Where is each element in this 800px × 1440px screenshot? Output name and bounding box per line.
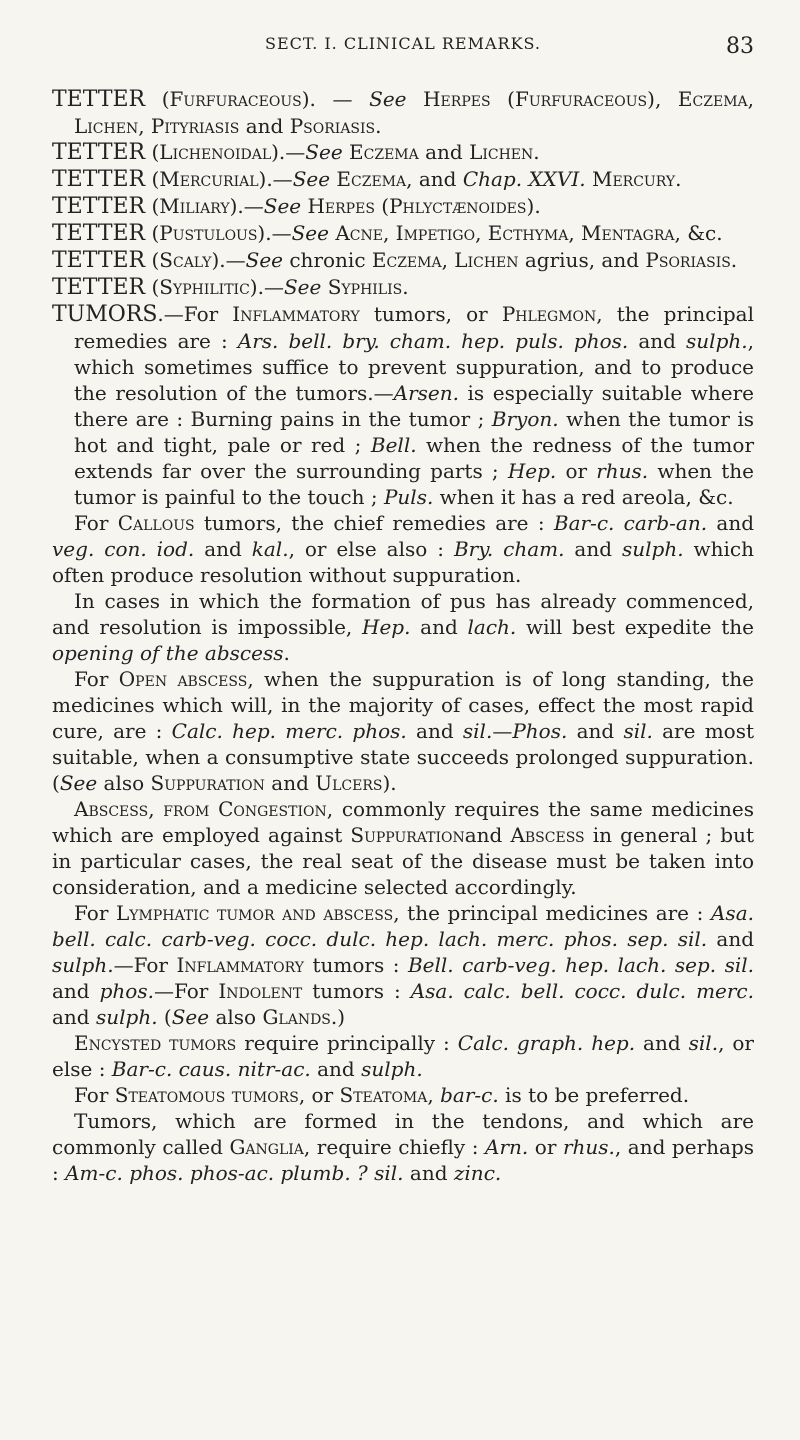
page-number: 83 bbox=[726, 34, 754, 59]
entry-text: Tumors, which are formed in the tendons, and which are commonly called bbox=[52, 1109, 754, 1159]
chapter-ref: Chap. XXVI. bbox=[462, 167, 592, 191]
remedy-list: lach. bbox=[467, 615, 517, 639]
entry-text: , bbox=[427, 1083, 441, 1107]
remedy-list: Calc. hep. merc. phos. bbox=[171, 719, 407, 743]
entry-tetter-scaly bbox=[52, 247, 754, 274]
cross-ref: Eczema bbox=[342, 140, 419, 164]
remedy-list: Hep. bbox=[507, 459, 557, 483]
remedy-list: Bar-c. caus. nitr-ac. bbox=[111, 1057, 311, 1081]
remedy-list: Calc. graph. hep. bbox=[457, 1031, 636, 1055]
entry-head: TETTER bbox=[52, 140, 146, 165]
entry-text: .) bbox=[330, 1005, 346, 1029]
entry-head: TETTER bbox=[52, 194, 146, 219]
entry-text: and bbox=[567, 719, 624, 743]
entry-tetter-pustulous bbox=[52, 220, 754, 247]
entry-text: will best expedite the bbox=[516, 615, 754, 639]
entry-tumors bbox=[52, 301, 754, 510]
cross-ref: Psoriasis bbox=[289, 114, 376, 138]
see-word: See bbox=[291, 221, 329, 245]
entry-text: when the tumor is hot and tight, pale or red ; bbox=[74, 407, 755, 457]
entry-head: TETTER bbox=[52, 221, 146, 246]
see-word: See bbox=[369, 87, 407, 111]
entry-text: when the redness of the tumor extends far over the surrounding parts ; bbox=[74, 433, 755, 483]
entry-text: , and bbox=[406, 167, 463, 191]
entry-text: tumors, the chief remedies are : bbox=[194, 511, 554, 535]
entry-variant: (Mercurial).— bbox=[145, 167, 293, 191]
entry-text: and bbox=[310, 1057, 362, 1081]
entry-text: and bbox=[707, 511, 755, 535]
entry-text: .—For bbox=[157, 302, 233, 326]
remedy-list: kal. bbox=[251, 537, 289, 561]
cross-ref: Eczema, Lichen bbox=[371, 248, 519, 272]
remedy-list: Ars. bell. bry. cham. hep. puls. phos. bbox=[237, 329, 629, 353]
entry-text: and bbox=[406, 719, 463, 743]
cross-ref: Inflammatory bbox=[232, 302, 360, 326]
entry-text: or bbox=[556, 459, 597, 483]
entry-text: In cases in which the formation of pus has already commenced, and resolution is impossible, bbox=[52, 589, 754, 639]
entry-text: , which sometimes suffice to prevent suppuration, and to produce the resolution of the tumors.— bbox=[74, 329, 754, 405]
cross-ref: Encysted tumors bbox=[74, 1031, 237, 1055]
cross-ref: Open abscess bbox=[118, 667, 248, 691]
entry-variant: (Syphilitic).— bbox=[145, 275, 284, 299]
remedy-list: Am-c. phos. phos-ac. plumb. ? sil. bbox=[65, 1161, 404, 1185]
remedy-list: Arsen. bbox=[393, 381, 459, 405]
entry-text: and bbox=[628, 329, 687, 353]
entry-tetter-lichenoidal bbox=[52, 139, 754, 166]
entry-text: . bbox=[534, 194, 541, 218]
cross-ref: Psoriasis. bbox=[645, 248, 738, 272]
see-word: See bbox=[245, 248, 283, 272]
remedy-list: zinc. bbox=[453, 1161, 502, 1185]
cross-ref: Steatoma bbox=[339, 1083, 428, 1107]
entry-text: , or else also : bbox=[288, 537, 454, 561]
remedy-list: sil. bbox=[688, 1031, 719, 1055]
paragraph-lymphatic bbox=[52, 900, 754, 1030]
entry-text: and bbox=[264, 771, 316, 795]
entry-text: and bbox=[410, 615, 468, 639]
entry-text: when the tumor is painful to the touch ; bbox=[74, 459, 754, 509]
cross-ref: Indolent bbox=[218, 979, 303, 1003]
remedy-list: sulph. bbox=[95, 1005, 158, 1029]
entry-text: ( bbox=[157, 1005, 172, 1029]
cross-ref: Herpes (Phlyctænoides) bbox=[301, 194, 535, 218]
entry-text: and bbox=[194, 537, 252, 561]
entry-text: . bbox=[533, 140, 540, 164]
cross-ref: Steatomous tumors bbox=[114, 1083, 299, 1107]
remedy-list: rhus. bbox=[562, 1135, 615, 1159]
remedy-list: sulph. bbox=[52, 953, 114, 977]
remedy-list: sil. bbox=[623, 719, 653, 743]
entry-variant: (Miliary).— bbox=[145, 194, 264, 218]
emphasis: opening of the abscess bbox=[52, 641, 284, 665]
see-word: See bbox=[263, 194, 302, 218]
paragraph-callous bbox=[52, 510, 754, 588]
running-title: SECT. I. CLINICAL REMARKS. bbox=[264, 34, 542, 53]
entry-text: require principally : bbox=[236, 1031, 458, 1055]
cross-ref: Lymphatic tumor and abscess bbox=[116, 901, 394, 925]
paragraph-open-abscess bbox=[52, 666, 754, 796]
entry-text: For bbox=[74, 667, 119, 691]
paragraph-ganglia bbox=[52, 1108, 754, 1186]
entry-text: , the principal remedies are : bbox=[74, 302, 754, 353]
entry-variant: (Furfuraceous). — bbox=[145, 87, 370, 111]
paragraph-congestion bbox=[52, 796, 754, 900]
entry-text: . bbox=[283, 641, 290, 665]
remedy-list: sil. bbox=[462, 719, 493, 743]
cross-ref: Inflammatory bbox=[176, 953, 304, 977]
entry-text: tumors, or bbox=[359, 302, 502, 326]
entry-head: TUMORS bbox=[52, 302, 158, 327]
cross-ref: Abscess bbox=[510, 823, 585, 847]
entry-text: , require chiefly : bbox=[303, 1135, 485, 1159]
entry-text: and bbox=[635, 1031, 689, 1055]
cross-ref: Mercury. bbox=[591, 167, 682, 191]
remedy-list: Bar-c. carb-an. bbox=[553, 511, 708, 535]
entry-text: are most suitable, when a consumptive state succeeds prolonged suppuration. ( bbox=[52, 719, 754, 795]
cross-ref: Acne, Impetigo, Ecthyma, Mentagra bbox=[328, 221, 675, 245]
paragraph-pus bbox=[52, 588, 754, 666]
entry-text: , when the suppuration is of long standing, the medicines which will, in the majority of cases, effect the most rapid cure, are : bbox=[52, 667, 755, 743]
entry-text: in general ; but in particular cases, the real seat of the disease must be taken into consideration, and a medicine selected accordingly. bbox=[52, 823, 754, 899]
entry-variant: (Scaly).— bbox=[145, 248, 246, 272]
entry-text: , or else : bbox=[52, 1031, 754, 1081]
cross-ref: Callous bbox=[117, 511, 195, 535]
entry-tetter-mercurial bbox=[52, 166, 754, 193]
remedy-list: phos. bbox=[99, 979, 154, 1003]
entry-text: or bbox=[528, 1135, 563, 1159]
see-word: See bbox=[59, 771, 98, 795]
remedy-list: Puls. bbox=[383, 485, 434, 509]
entry-tetter-miliary bbox=[52, 193, 754, 220]
entry-text: is especially suitable where there are : Burning pains in the tumor ; bbox=[74, 381, 754, 431]
entry-text: —For bbox=[113, 953, 177, 977]
remedy-list: sulph. bbox=[361, 1057, 423, 1081]
cross-ref: Suppuration bbox=[350, 823, 465, 847]
cross-ref: Abscess, from Congestion bbox=[74, 797, 327, 821]
cross-ref: Herpes (Furfuraceous), Eczema, Lichen, Pityriasis bbox=[74, 87, 754, 138]
see-word: See bbox=[292, 167, 331, 191]
entry-text: — bbox=[492, 719, 513, 743]
see-word: See bbox=[305, 140, 343, 164]
entry-text: , commonly requires the same medicines which are employed against bbox=[52, 797, 755, 847]
entry-text: For bbox=[74, 901, 116, 925]
entry-text: agrius, and bbox=[518, 248, 646, 272]
paragraph-steatomous bbox=[52, 1082, 754, 1108]
book-page bbox=[52, 34, 754, 1186]
remedy-list: Asa. calc. bell. cocc. dulc. merc. bbox=[410, 979, 754, 1003]
remedy-list: sulph. bbox=[686, 329, 748, 353]
entry-text: For bbox=[74, 511, 118, 535]
cross-ref: Suppuration bbox=[150, 771, 265, 795]
remedy-list: Phos. bbox=[512, 719, 568, 743]
remedy-list: Bell. carb-veg. hep. lach. sep. sil. bbox=[407, 953, 754, 977]
see-word: See bbox=[283, 275, 322, 299]
entry-tetter-furfuraceous bbox=[52, 86, 754, 139]
entry-head: TETTER bbox=[52, 248, 146, 273]
entry-text: and bbox=[464, 823, 511, 847]
entry-text: , and perhaps : bbox=[52, 1135, 755, 1185]
entry-head: TETTER bbox=[52, 87, 146, 112]
remedy-list: sulph. bbox=[621, 537, 684, 561]
remedy-list: bar-c. bbox=[440, 1083, 499, 1107]
remedy-list: Hep. bbox=[362, 615, 411, 639]
entry-text: also bbox=[97, 771, 151, 795]
entry-text: and bbox=[52, 979, 100, 1003]
see-word: See bbox=[171, 1005, 210, 1029]
entry-tetter-syphilitic bbox=[52, 274, 754, 301]
entry-text: —For bbox=[153, 979, 219, 1003]
entry-text: , &c. bbox=[674, 221, 723, 245]
entry-text: , the principal medicines are : bbox=[393, 901, 711, 925]
cross-ref: Ganglia bbox=[229, 1135, 304, 1159]
entry-text: tumors : bbox=[303, 953, 408, 977]
remedy-list: rhus. bbox=[596, 459, 649, 483]
entry-text: and bbox=[403, 1161, 454, 1185]
entry-head: TETTER bbox=[52, 167, 146, 192]
remedy-list: Bell. bbox=[370, 433, 417, 457]
entry-text: . bbox=[402, 275, 409, 299]
remedy-list: Asa. bell. calc. carb-veg. cocc. dulc. hep. lach. merc. phos. sep. sil. bbox=[52, 901, 754, 951]
entry-text: and bbox=[418, 140, 470, 164]
entry-text: is to be preferred. bbox=[498, 1083, 690, 1107]
entry-variant: (Lichenoidal).— bbox=[145, 140, 306, 164]
entry-text: and bbox=[707, 927, 754, 951]
entry-text: . bbox=[375, 114, 382, 138]
entry-text: when it has a red areola, &c. bbox=[433, 485, 734, 509]
remedy-list: Bry. cham. bbox=[453, 537, 565, 561]
cross-ref: Lichen bbox=[469, 140, 534, 164]
cross-ref: Phlegmon bbox=[501, 302, 597, 326]
entry-text: and bbox=[52, 1005, 96, 1029]
entry-head: TETTER bbox=[52, 275, 146, 300]
paragraph-encysted bbox=[52, 1030, 754, 1082]
entry-text: and bbox=[564, 537, 622, 561]
entry-text: also bbox=[209, 1005, 263, 1029]
cross-ref: Syphilis bbox=[321, 275, 403, 299]
remedy-list: Arn. bbox=[485, 1135, 529, 1159]
entry-text: For bbox=[74, 1083, 115, 1107]
entry-text: ). bbox=[382, 771, 397, 795]
cross-ref: Glands bbox=[262, 1005, 331, 1029]
entry-text: which often produce resolution without suppuration. bbox=[52, 537, 754, 587]
remedy-list: Bryon. bbox=[491, 407, 559, 431]
entry-text: , or bbox=[298, 1083, 340, 1107]
entry-text: chronic bbox=[283, 248, 372, 272]
entry-text: tumors : bbox=[302, 979, 411, 1003]
entry-text: and bbox=[239, 114, 290, 138]
cross-ref: Ulcers bbox=[315, 771, 383, 795]
cross-ref: Eczema bbox=[330, 167, 407, 191]
entry-variant: (Pustulous).— bbox=[145, 221, 292, 245]
remedy-list: veg. con. iod. bbox=[52, 537, 195, 561]
running-head bbox=[52, 34, 754, 62]
